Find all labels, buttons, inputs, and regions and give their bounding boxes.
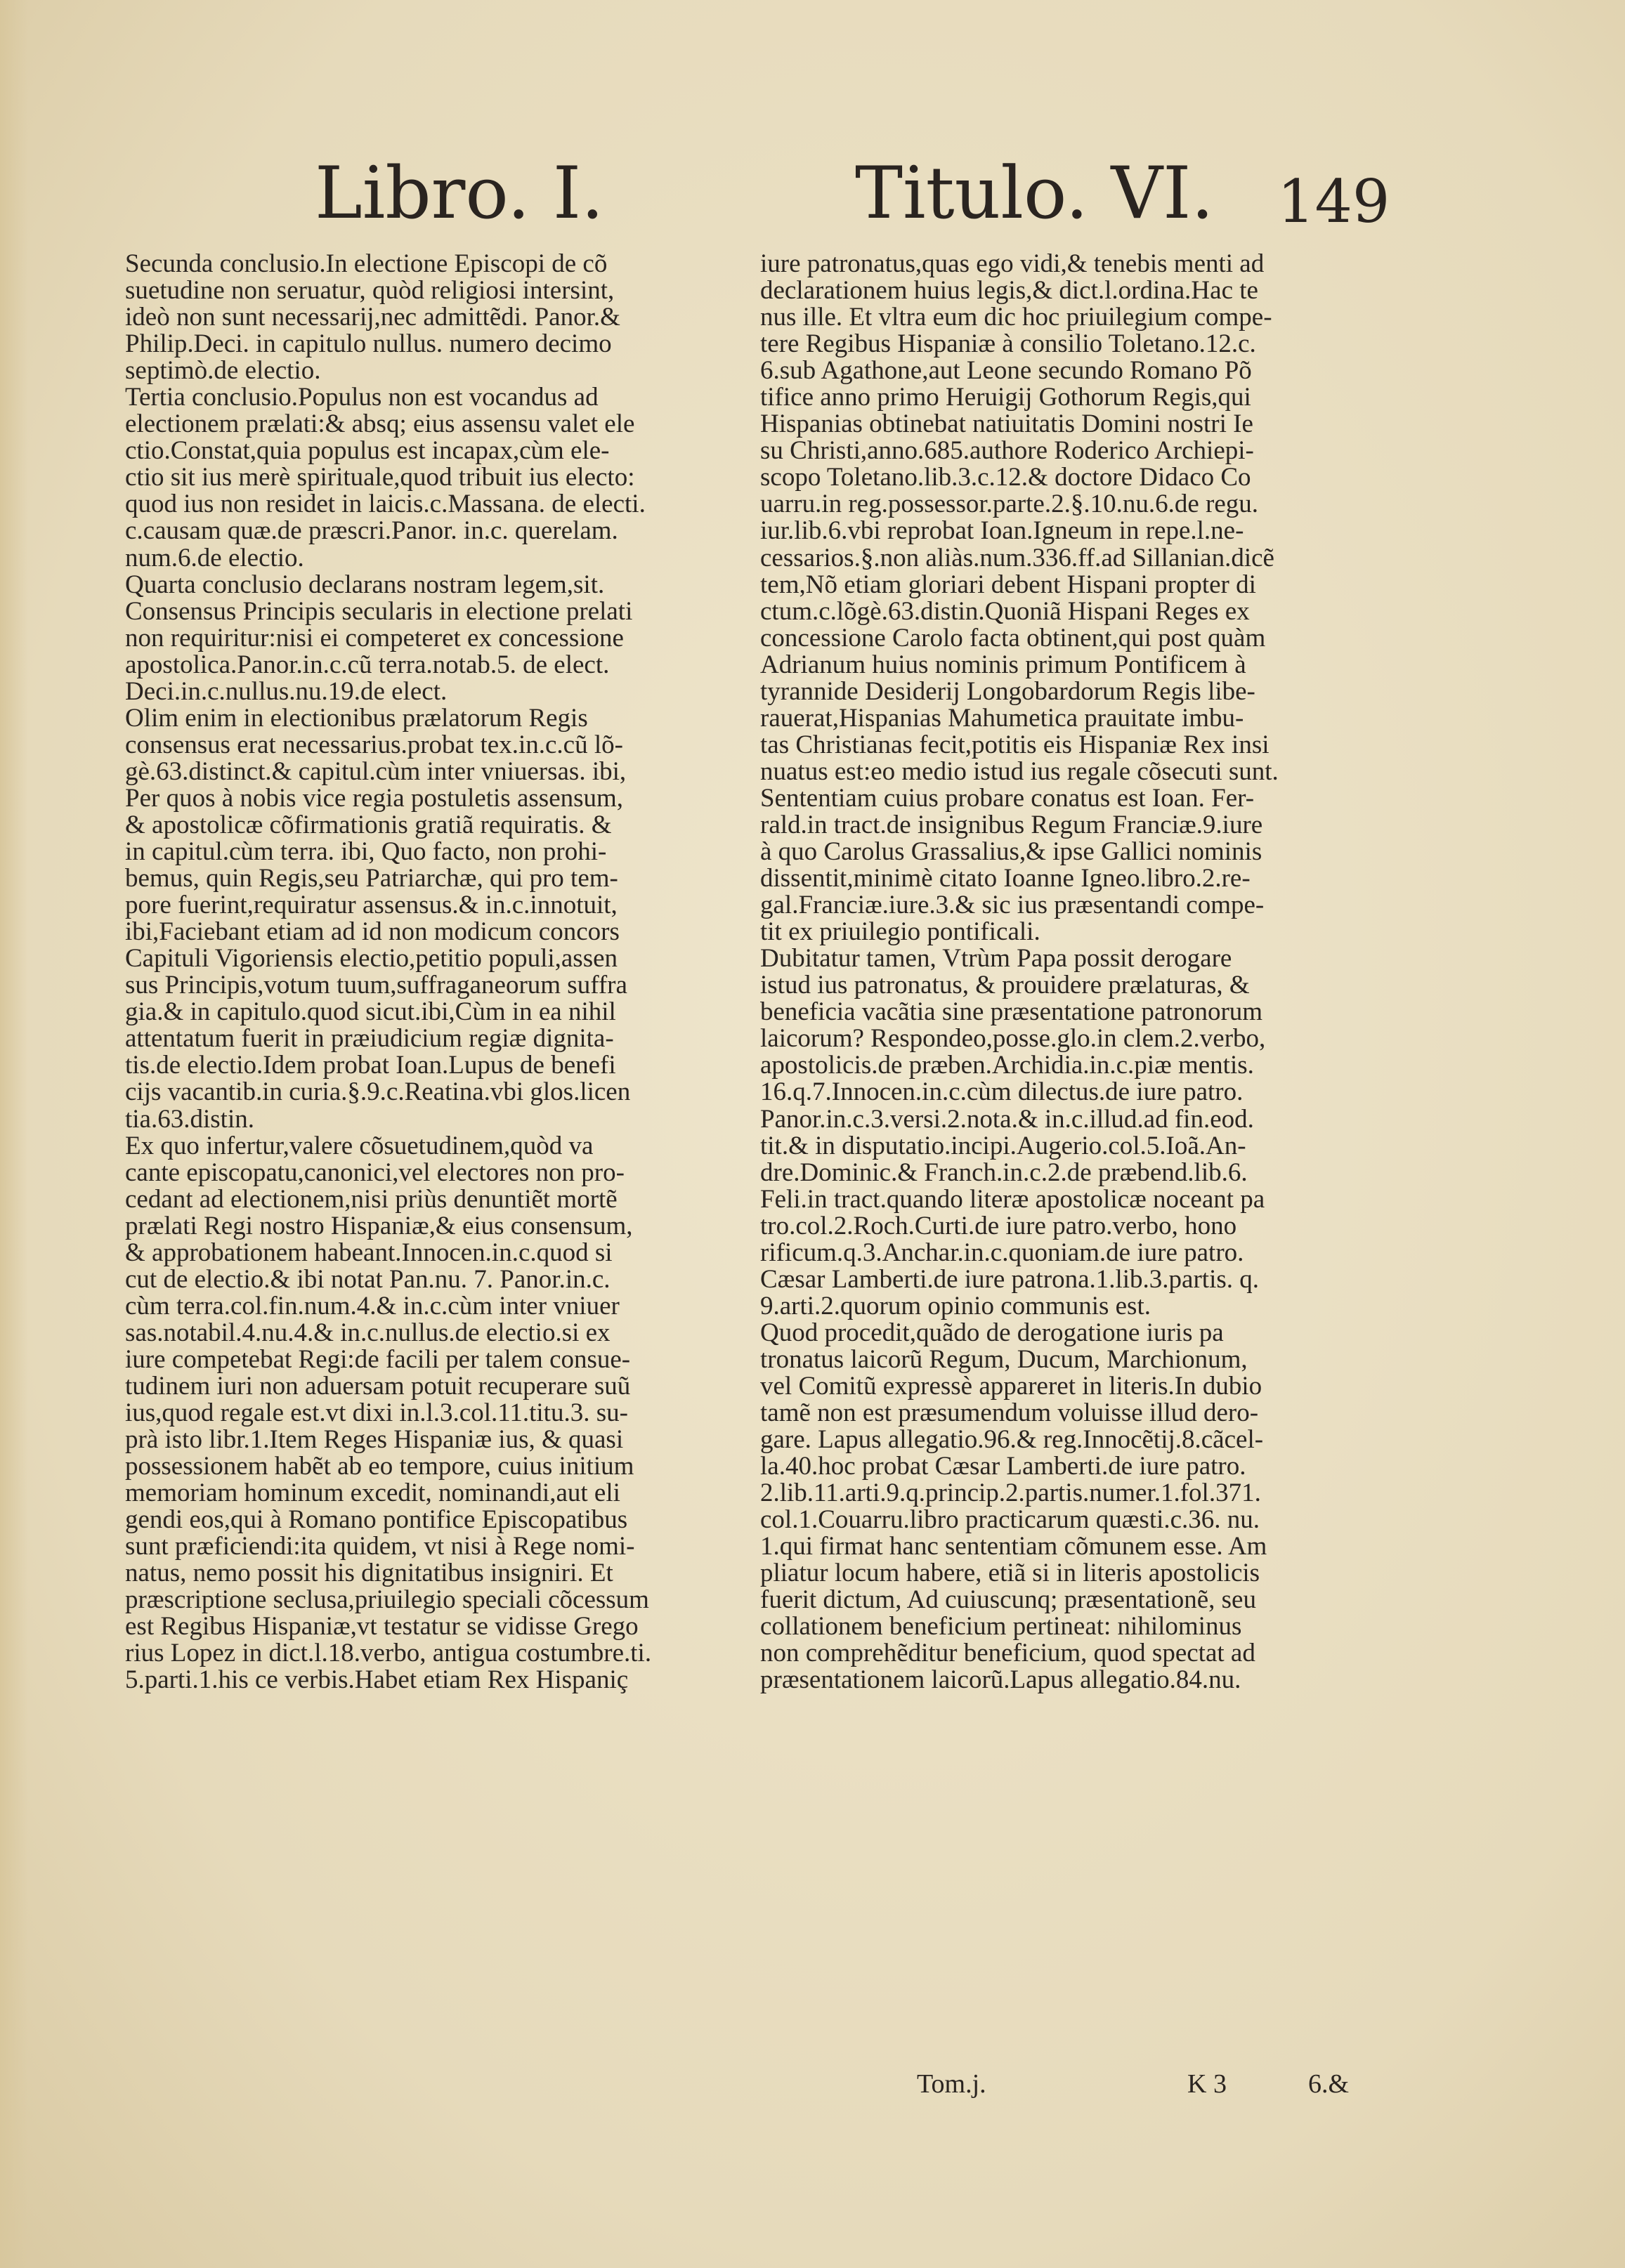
text-line: cut de electio.& ibi notat Pan.nu. 7. Panor.in.c. <box>125 1266 611 1293</box>
text-line: cessarios.§.non aliàs.num.336.ff.ad Sillanian.dicẽ <box>760 544 1274 572</box>
text-line: apostolicis.de præben.Archidia.in.c.piæ mentis. <box>760 1052 1254 1080</box>
text-line: tia.63.distin. <box>125 1106 254 1133</box>
text-line: cùm terra.col.fin.num.4.& in.c.cùm inter vniuer <box>125 1292 620 1320</box>
text-line: tronatus laicorũ Regum, Ducum, Marchionum, <box>760 1346 1248 1373</box>
text-line: Cæsar Lamberti.de iure patrona.1.lib.3.partis. q. <box>760 1266 1260 1293</box>
text-line: 1.qui firmat hanc sententiam cõmunem esse. Am <box>760 1533 1267 1561</box>
text-line: su Christi,anno.685.authore Roderico Archiepi- <box>760 438 1254 465</box>
text-line: à quo Carolus Grassalius,& ipse Gallici nominis <box>760 839 1262 866</box>
text-line: tro.col.2.Roch.Curti.de iure patro.verbo, hono <box>760 1212 1237 1240</box>
text-line: Olim enim in electionibus prælatorum Regis <box>125 704 588 732</box>
text-line: vel Comitũ expressè appareret in literis.In dubio <box>760 1372 1262 1401</box>
signature-mark: K 3 <box>1187 2069 1227 2099</box>
page-footer <box>0 2069 1625 2104</box>
right-text-column <box>760 251 1364 1694</box>
text-line: laicorum? Respondeo,posse.glo.in clem.2.verbo, <box>760 1025 1266 1053</box>
text-line: pliatur locum habere, etiã si in literis apostolicis <box>760 1560 1260 1587</box>
text-line: tit ex priuilegio pontificali. <box>760 919 1040 946</box>
text-line: dre.Dominic.& Franch.in.c.2.de præbend.lib.6. <box>760 1159 1248 1186</box>
text-line: 16.q.7.Innocen.in.c.cùm dilectus.de iure patro. <box>760 1079 1244 1106</box>
text-line: 6.sub Agathone,aut Leone secundo Romano Põ <box>760 358 1252 385</box>
text-line: concessione Carolo facta obtinent,qui post quàm <box>760 624 1266 652</box>
text-line: præsentationem laicorũ.Lapus allegatio.84.nu. <box>760 1667 1241 1694</box>
text-line: scopo Toletano.lib.3.c.12.& doctore Didaco Co <box>760 464 1251 492</box>
text-line: declarationem huius legis,& dict.l.ordina.Hac te <box>760 277 1258 305</box>
text-line: pore fuerint,requiratur assensus.& in.c.innotuit, <box>125 892 618 919</box>
text-line: sus Principis,votum tuum,suffraganeorum suffra <box>125 972 627 999</box>
text-line: Feli.in tract.quando literæ apostolicæ noceant pa <box>760 1186 1265 1213</box>
text-line: septimò.de electio. <box>125 358 321 385</box>
text-line: & approbationem habeant.Innocen.in.c.quod si <box>125 1239 613 1266</box>
text-line: ius,quod regale est.vt dixi in.l.3.col.11.titu.3. su- <box>125 1400 628 1427</box>
text-line: dissentit,minimè citato Ioanne Igneo.libro.2.re- <box>760 865 1251 893</box>
text-line: 2.lib.11.arti.9.q.princip.2.partis.numer.1.fol.371. <box>760 1480 1261 1507</box>
text-line: tas Christianas fecit,potitis eis Hispaniæ Rex insi <box>760 731 1270 759</box>
text-line: ctio sit ius merè spirituale,quod tribuit ius electo: <box>125 464 635 492</box>
text-line: ideò non sunt necessarij,nec admittẽdi. Panor.& <box>125 304 620 332</box>
text-line: Capituli Vigoriensis electio,petitio populi,assen <box>125 945 618 973</box>
text-line: natus, nemo possit his dignitatibus insigniri. Et <box>125 1560 613 1587</box>
catchword: 6.& <box>1308 2069 1350 2099</box>
text-line: Consensus Principis secularis in electione prelati <box>125 598 633 625</box>
text-line: iure patronatus,quas ego vidi,& tenebis menti ad <box>760 251 1265 278</box>
text-line: Panor.in.c.3.versi.2.nota.& in.c.illud.ad fin.eod. <box>760 1106 1254 1133</box>
text-line: tifice anno primo Heruigij Gothorum Regis,qui <box>760 384 1251 412</box>
text-line: prà isto libr.1.Item Reges Hispaniæ ius, & quasi <box>125 1427 624 1454</box>
text-line: prælati Regi nostro Hispaniæ,& eius consensum, <box>125 1212 633 1240</box>
header-titulo: Titulo. VI. <box>855 152 1214 235</box>
running-header <box>0 144 1625 242</box>
page-gutter-shadow <box>0 0 28 2268</box>
text-line: tere Regibus Hispaniæ à consilio Toletano.12.c. <box>760 331 1256 358</box>
text-line: præscriptione seclusa,priuilegio speciali cõcessum <box>125 1587 649 1614</box>
text-line: tit.& in disputatio.incipi.Augerio.col.5.Ioã.An- <box>760 1132 1246 1160</box>
text-line: num.6.de electio. <box>125 544 304 572</box>
text-line: cijs vacantib.in curia.§.9.c.Reatina.vbi glos.licen <box>125 1079 631 1106</box>
text-line: gè.63.distinct.& capitul.cùm inter vniuersas. ibi, <box>125 758 627 785</box>
text-line: Quarta conclusio declarans nostram legem,sit. <box>125 571 605 598</box>
text-line: bemus, quin Regis,seu Patriarchæ, qui pro tem- <box>125 865 618 893</box>
text-line: ctio.Constat,quia populus est incapax,cùm ele- <box>125 438 610 465</box>
text-line: Ex quo infertur,valere cõsuetudinem,quòd va <box>125 1132 594 1160</box>
text-line: nuatus est:eo medio istud ius regale cõsecuti sunt. <box>760 758 1279 785</box>
text-line: apostolica.Panor.in.c.cũ terra.notab.5. de elect. <box>125 651 610 679</box>
text-line: tyrannide Desiderij Longobardorum Regis libe- <box>760 678 1255 705</box>
text-line: iure competebat Regi:de facili per talem consue- <box>125 1346 631 1373</box>
text-line: 9.arti.2.quorum opinio communis est. <box>760 1292 1151 1320</box>
text-line: ibi,Faciebant etiam ad id non modicum concors <box>125 919 620 946</box>
text-line: iur.lib.6.vbi reprobat Ioan.Igneum in repe.l.ne- <box>760 518 1244 545</box>
text-line: in capitul.cùm terra. ibi, Quo facto, non prohi- <box>125 839 607 866</box>
text-line: & apostolicæ cõfirmationis gratiã requiratis. & <box>125 811 612 839</box>
text-line: tudinem iuri non aduersam potuit recuperare suũ <box>125 1372 631 1401</box>
text-line: nus ille. Et vltra eum dic hoc priuilegium compe- <box>760 304 1272 332</box>
volume-mark: Tom.j. <box>917 2069 986 2099</box>
text-line: non comprehẽditur beneficium, quod spectat ad <box>760 1640 1255 1667</box>
text-line: Dubitatur tamen, Vtrùm Papa possit derogare <box>760 945 1232 973</box>
text-line: beneficia vacãtia sine præsentatione patronorum <box>760 999 1263 1026</box>
text-line: memoriam hominum excedit, nominandi,aut eli <box>125 1480 620 1507</box>
text-line: gia.& in capitulo.quod sicut.ibi,Cùm in ea nihil <box>125 999 616 1026</box>
text-line: non requiritur:nisi ei competeret ex concessione <box>125 624 624 652</box>
text-line: istud ius patronatus, & prouidere prælaturas, & <box>760 972 1250 999</box>
left-text-column <box>125 251 708 1694</box>
text-line: sas.notabil.4.nu.4.& in.c.nullus.de electio.si ex <box>125 1319 611 1346</box>
folio-number: 149 <box>1277 167 1390 236</box>
text-line: cedant ad electionem,nisi priùs denuntiẽt mortẽ <box>125 1186 618 1213</box>
text-line: gendi eos,qui à Romano pontifice Episcopatibus <box>125 1507 628 1534</box>
text-line: rauerat,Hispanias Mahumetica prauitate imbu- <box>760 704 1244 732</box>
text-line: tamẽ non est præsumendum voluisse illud dero- <box>760 1400 1259 1427</box>
text-line: Adrianum huius nominis primum Pontificem à <box>760 651 1246 679</box>
text-line: 5.parti.1.his ce verbis.Habet etiam Rex Hispaniç <box>125 1667 629 1694</box>
text-line: sunt præficiendi:ita quidem, vt nisi à Rege nomi- <box>125 1533 635 1561</box>
text-line: col.1.Couarru.libro practicarum quæsti.c.36. nu. <box>760 1507 1260 1534</box>
text-line: uarru.in reg.possessor.parte.2.§.10.nu.6.de regu. <box>760 491 1258 518</box>
text-line: tem,Nõ etiam gloriari debent Hispani propter di <box>760 571 1256 598</box>
text-line: fuerit dictum, Ad cuiuscunq; præsentationẽ, seu <box>760 1587 1256 1614</box>
text-line: Per quos à nobis vice regia postuletis assensum, <box>125 785 624 812</box>
text-line: rald.in tract.de insignibus Regum Franciæ.9.iure <box>760 811 1263 839</box>
text-line: gal.Franciæ.iure.3.& sic ius præsentandi compe- <box>760 892 1265 919</box>
text-line: quod ius non residet in laicis.c.Massana. de electi. <box>125 491 646 518</box>
text-line: suetudine non seruatur, quòd religiosi intersint, <box>125 277 615 305</box>
text-line: la.40.hoc probat Cæsar Lamberti.de iure patro. <box>760 1453 1246 1481</box>
text-line: Sententiam cuius probare conatus est Ioan. Fer- <box>760 785 1255 812</box>
text-line: cante episcopatu,canonici,vel electores non pro- <box>125 1159 625 1186</box>
header-libro: Libro. I. <box>315 152 604 235</box>
text-line: collationem beneficium pertineat: nihilominus <box>760 1613 1242 1641</box>
text-line: attentatum fuerit in præiudicium regiæ dignita- <box>125 1025 614 1053</box>
text-line: Quod procedit,quãdo de derogatione iuris pa <box>760 1319 1224 1346</box>
text-line: rius Lopez in dict.l.18.verbo, antigua costumbre.ti. <box>125 1640 652 1667</box>
text-line: consensus erat necessarius.probat tex.in.c.cũ lõ- <box>125 731 623 759</box>
text-line: Tertia conclusio.Populus non est vocandus ad <box>125 384 599 412</box>
text-line: Secunda conclusio.In electione Episcopi de cõ <box>125 251 608 278</box>
text-line: Deci.in.c.nullus.nu.19.de elect. <box>125 678 448 705</box>
text-line: c.causam quæ.de præscri.Panor. in.c. querelam. <box>125 518 618 545</box>
text-line: gare. Lapus allegatio.96.& reg.Innocẽtij.8.cãcel- <box>760 1427 1264 1454</box>
text-line: rificum.q.3.Anchar.in.c.quoniam.de iure patro. <box>760 1239 1244 1266</box>
text-line: ctum.c.lõgè.63.distin.Quoniã Hispani Reges ex <box>760 598 1250 625</box>
text-line: Philip.Deci. in capitulo nullus. numero decimo <box>125 331 612 358</box>
text-line: electionem prælati:& absq; eius assensu valet ele <box>125 411 635 438</box>
text-line: est Regibus Hispaniæ,vt testatur se vidisse Grego <box>125 1613 639 1641</box>
text-line: Hispanias obtinebat natiuitatis Domini nostri Ie <box>760 411 1253 438</box>
text-line: tis.de electio.Idem probat Ioan.Lupus de benefi <box>125 1052 616 1080</box>
text-line: possessionem habẽt ab eo tempore, cuius initium <box>125 1453 634 1481</box>
